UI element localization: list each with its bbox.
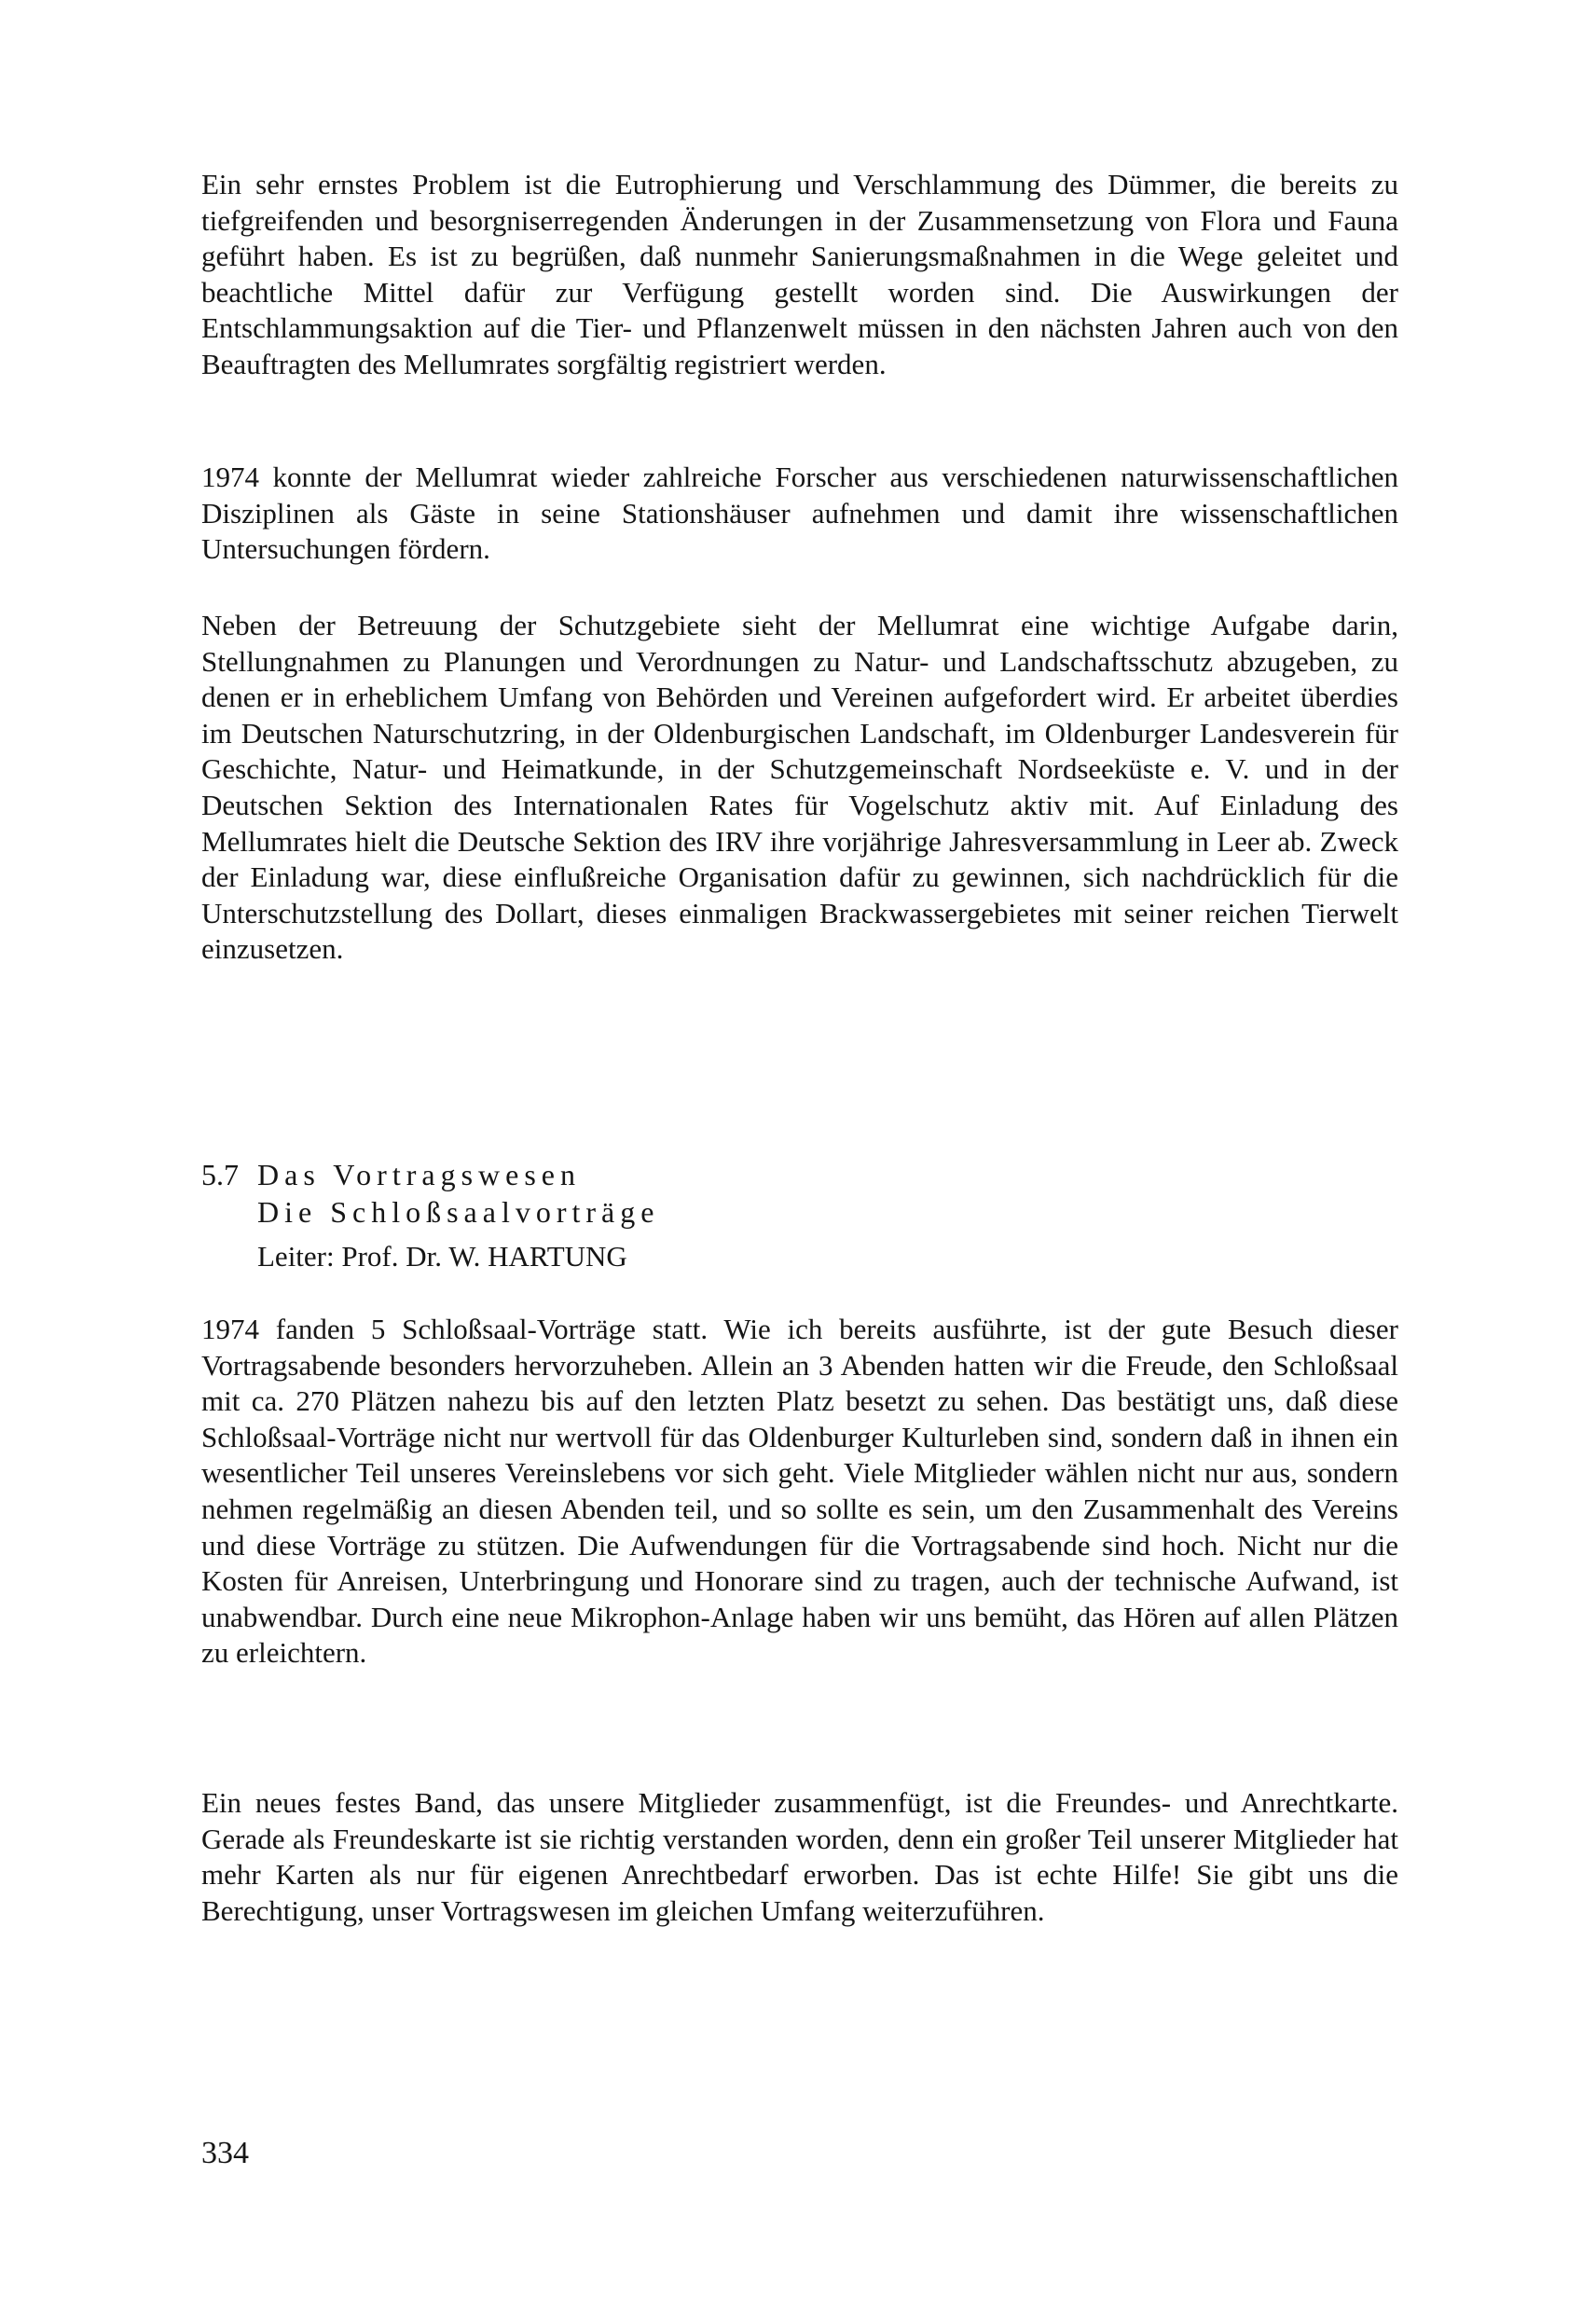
section-subtitle: Die Schloßsaalvorträge (257, 1195, 660, 1229)
paragraph-schutzgebiete-aufgaben: Neben der Betreuung der Schutzgebiete sieht der Mellumrat eine wichtige Aufgabe darin, Stellungnahmen zu Planungen und Verordnungen zu Natur- und Landschaftsschutz abzugeben, zu denen er in erheblichem Umfang von Behörden und Vereinen aufgefordert wird. Er arbeitet überdies im Deutschen Naturschutzring, in der Oldenburgischen Landschaft, im Oldenburger Landesverein für Geschichte, Natur- und Heimatkunde, in der Schutzgemeinschaft Nordseeküste e. V. und in der Deutschen Sektion des Internationalen Rates für Vogelschutz aktiv mit. Auf Einladung des Mellumrates hielt die Deutsche Sektion des IRV ihre vorjährige Jahresversammlung in Leer ab. Zweck der Einladung war, diese einflußreiche Organisation dafür zu gewinnen, sich nachdrücklich für die Unterschutzstellung des Dollart, dieses einmaligen Brackwassergebietes mit seiner reichen Tierwelt einzusetzen. (201, 609, 1398, 966)
paragraph-schlosssaal-vortraege: 1974 fanden 5 Schloßsaal-Vorträge statt. Wie ich bereits ausführte, ist der gute Besuch dieser Vortragsabende besonders hervorzuheben. Allein an 3 Abenden hatten wir die Freude, den Schloßsaal mit ca. 270 Plätzen nahezu bis auf den letzten Platz besetzt zu sehen. Das bestätigt uns, daß diese Schloßsaal-Vorträge nicht nur wertvoll für das Oldenburger Kulturleben sind, sondern daß in ihnen ein wesentlicher Teil unseres Vereinslebens vor sich geht. Viele Mitglieder wählen nicht nur aus, sondern nehmen regelmäßig an diesen Abenden teil, und so sollte es sein, um den Zusammenhalt des Vereins und diese Vorträge zu stützen. Die Aufwendungen für die Vortragsabende sind hoch. Nicht nur die Kosten für Anreisen, Unterbringung und Honorare sind zu tragen, auch der technische Aufwand, ist unabwendbar. Durch eine neue Mikrophon-Anlage haben wir uns bemüht, das Hören auf allen Plätzen zu erleichtern. (201, 1313, 1398, 1670)
page-number: 334 (201, 2136, 249, 2170)
paragraph-duemmer-eutrophierung: Ein sehr ernstes Problem ist die Eutrophierung und Verschlammung des Dümmer, die bereits zu tiefgreifenden und besorgniserregenden Änderungen in der Zusammensetzung von Flora und Fauna geführt haben. Es ist zu begrüßen, daß nunmehr Sanierungsmaßnahmen in die Wege geleitet und beachtliche Mittel dafür zur Verfügung gestellt worden sind. Die Auswirkungen der Entschlammungsaktion auf die Tier- und Pflanzenwelt müssen in den nächsten Jahren auch von den Beauftragten des Mellumrates sorgfältig registriert werden. (201, 168, 1398, 380)
paragraph-forscher-gaeste: 1974 konnte der Mellumrat wieder zahlreiche Forscher aus verschiedenen naturwissenschaftlichen Disziplinen als Gäste in seine Stationshäuser aufnehmen und damit ihre wissenschaftlichen Untersuchungen fördern. (201, 461, 1398, 566)
section-number: 5.7 (201, 1158, 239, 1191)
section-heading (201, 1156, 1398, 1275)
document-page (201, 0, 1398, 2312)
section-title: Das Vortragswesen (257, 1158, 581, 1191)
paragraph-freundeskarte: Ein neues festes Band, das unsere Mitglieder zusammenfügt, ist die Freundes- und Anrechtkarte. Gerade als Freundeskarte ist sie richtig verstanden worden, denn ein großer Teil unserer Mitglieder hat mehr Karten als nur für eigenen Anrechtbedarf erworben. Das ist echte Hilfe! Sie gibt uns die Berechtigung, unser Vortragswesen im gleichen Umfang weiterzuführen. (201, 1786, 1398, 1927)
section-leader: Leiter: Prof. Dr. W. HARTUNG (257, 1240, 627, 1273)
